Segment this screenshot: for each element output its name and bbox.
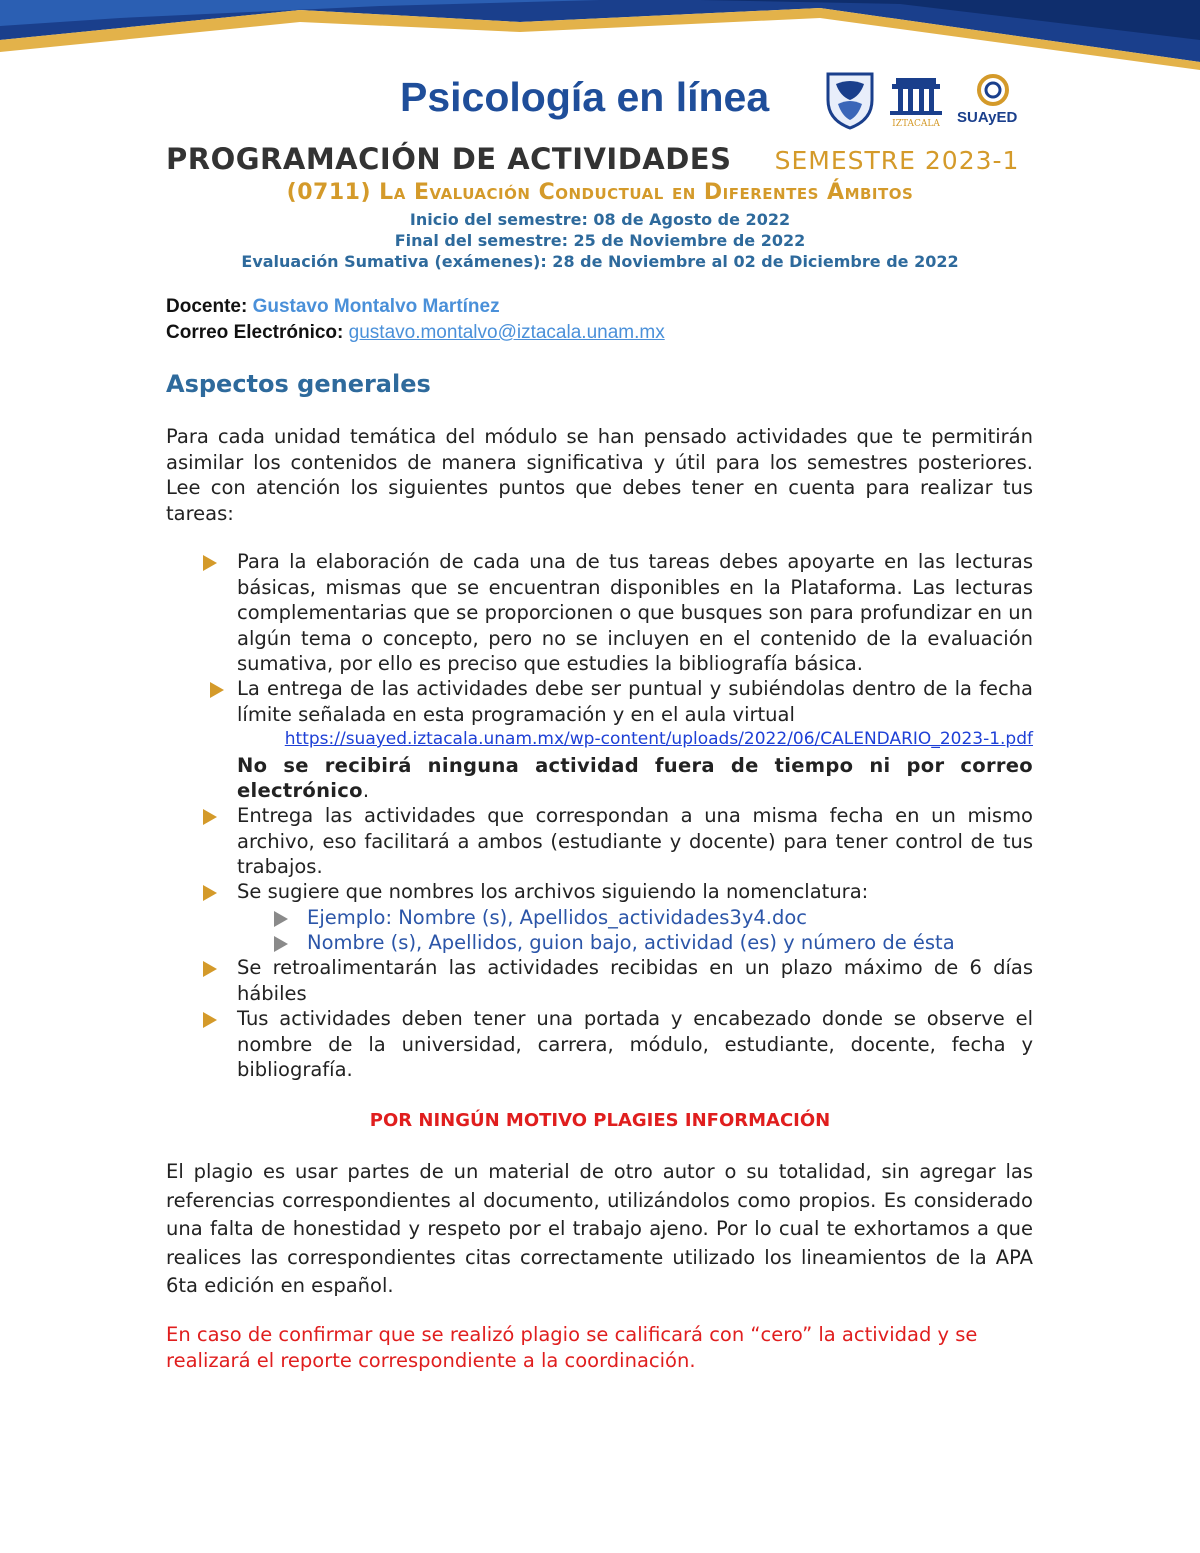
sub-list-item: Nombre (s), Apellidos, guion bajo, actividad (es) y número de ésta	[307, 931, 955, 954]
svg-text:IZTACALA: IZTACALA	[892, 119, 940, 128]
bullet-text: La entrega de las actividades debe ser puntual y subiéndolas dentro de la fecha límite señalada en esta programación y en el aula virtual	[237, 677, 1033, 726]
email-label: Correo Electrónico:	[166, 322, 344, 343]
title-row	[166, 142, 1019, 176]
semester-label: SEMESTRE 2023-1	[774, 146, 1020, 175]
plagiarism-warning: POR NINGÚN MOTIVO PLAGIES INFORMACIÓN	[369, 1110, 831, 1131]
plagiarism-paragraph: El plagio es usar partes de un material de otro autor o su totalidad, sin agregar las referencias correspondientes al documento, utilizándolos como propios. Es considerado una falta de honestidad y respeto por el trabajo ajeno. Por lo cual te exhortamos a que realices las correspondientes citas correctamente utilizado los lineamientos de la APA 6ta edición en español.	[166, 1160, 1033, 1297]
deadline-warning: No se recibirá ninguna actividad fuera de tiempo ni por correo electrónico	[237, 753, 1033, 802]
list-item: Tus actividades deben tener una portada y encabezado donde se observe el nombre de la universidad, carrera, módulo, estudiante, docente, fecha y bibliografía.	[237, 1007, 1033, 1081]
list-item: Entrega las actividades que correspondan a una misma fecha en un mismo archivo, eso facilitará a ambos (estudiante y docente) para tener control de tus trabajos.	[237, 804, 1033, 878]
list-item: Se retroalimentarán las actividades recibidas en un plazo máximo de 6 días hábiles	[237, 956, 1033, 1005]
bullet-marker-icon	[203, 961, 217, 977]
deadline-period: .	[362, 779, 370, 802]
list-item	[237, 676, 1033, 804]
email-link[interactable]: gustavo.montalvo@iztacala.unam.mx	[348, 322, 665, 343]
unam-shield-logo	[820, 70, 880, 130]
sub-list-item: Ejemplo: Nombre (s), Apellidos_actividades3y4.doc	[307, 906, 807, 929]
calendar-link[interactable]: https://suayed.iztacala.unam.mx/wp-content/uploads/2022/06/CALENDARIO_2023-1.pdf	[284, 729, 1033, 749]
teacher-line	[166, 296, 500, 318]
section-heading: Aspectos generales	[166, 370, 431, 398]
semester-start: Inicio del semestre: 08 de Agosto de 2022	[409, 210, 791, 229]
teacher-name: Gustavo Montalvo Martínez	[252, 296, 500, 317]
semester-end: Final del semestre: 25 de Noviembre de 2022	[394, 231, 806, 250]
suayed-logo	[955, 72, 1035, 128]
bullet-marker-icon	[203, 885, 217, 901]
list-item: Para la elaboración de cada una de tus tareas debes apoyarte en las lecturas básicas, mismas que se encuentran disponibles en la Plataforma. Las lecturas complementarias que se proporcionen o que busques son para profundizar en un algún tema o concepto, pero no se incluyen en el contenido de la evaluación sumativa, por ello es preciso que estudies la bibliografía básica.	[237, 550, 1033, 675]
exam-dates: Evaluación Sumativa (exámenes): 28 de Noviembre al 02 de Diciembre de 2022	[241, 252, 959, 271]
bullet-marker-icon	[203, 1012, 217, 1028]
teacher-label: Docente:	[166, 296, 248, 317]
bullet-marker-icon	[203, 809, 217, 825]
intro-paragraph: Para cada unidad temática del módulo se han pensado actividades que te permitirán asimilar los contenidos de manera significativa y útil para los semestres posteriores. Lee con atención los siguientes puntos que debes tener en cuenta para realizar tus tareas:	[166, 425, 1033, 525]
list-item: Se sugiere que nombres los archivos siguiendo la nomenclatura:	[237, 880, 869, 903]
iztacala-logo	[886, 72, 946, 128]
sub-bullet-marker-icon	[274, 936, 288, 952]
bullet-marker-icon	[203, 555, 217, 571]
header-banner	[0, 0, 1200, 70]
sub-bullet-marker-icon	[274, 911, 288, 927]
svg-text:SUAyED: SUAyED	[957, 109, 1018, 126]
course-title: (0711) La Evaluación Conductual en Diferentes Ámbitos	[286, 180, 914, 205]
email-line	[166, 322, 665, 344]
brand-title: Psicología en línea	[400, 74, 770, 120]
consequence-paragraph: En caso de confirmar que se realizó plagio se calificará con “cero” la actividad y se realizará el reporte correspondiente a la coordinación.	[166, 1323, 978, 1372]
bullet-marker-icon	[210, 682, 224, 698]
document-title: PROGRAMACIÓN DE ACTIVIDADES	[166, 142, 732, 176]
